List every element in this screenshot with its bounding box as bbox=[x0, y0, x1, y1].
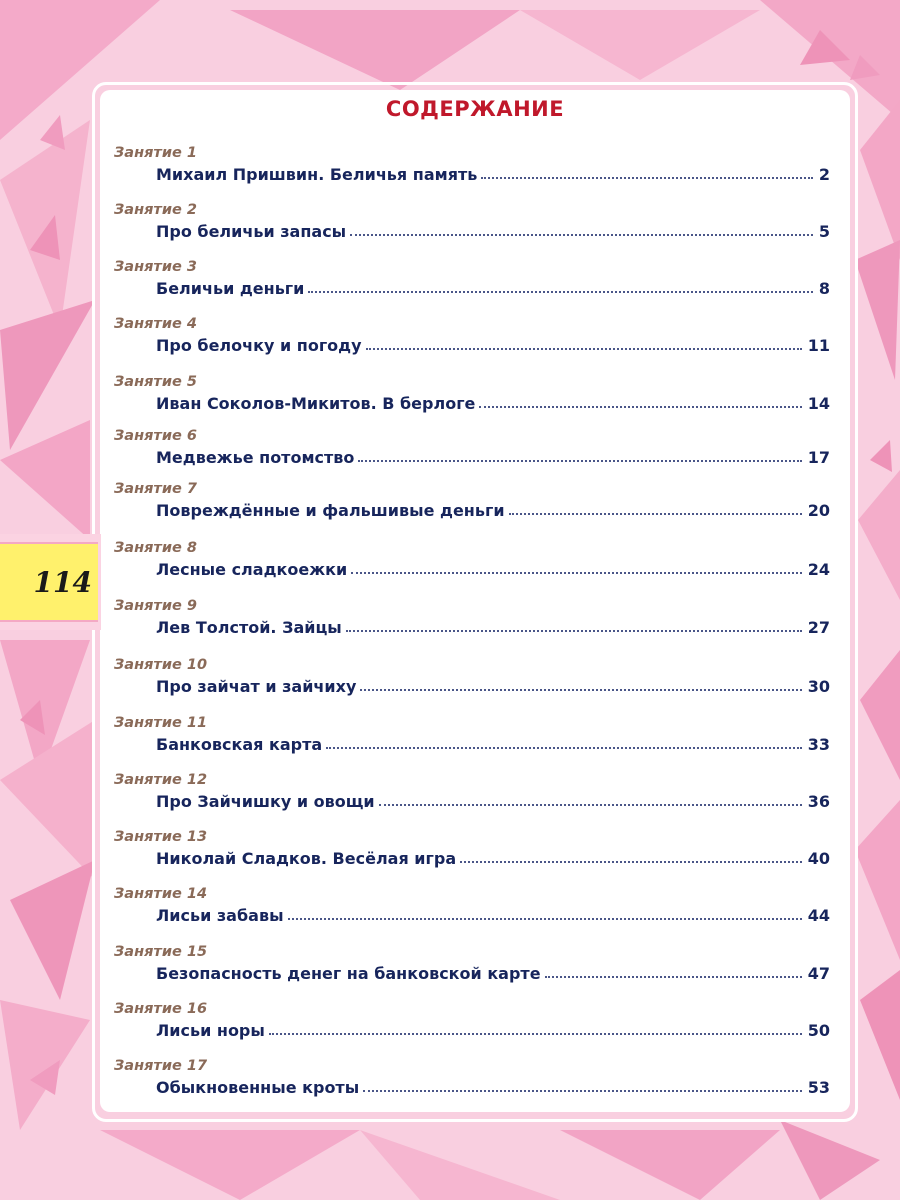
entry-title: Николай Сладков. Весёлая игра bbox=[156, 849, 457, 868]
entry-title: Про Зайчишку и овощи bbox=[156, 792, 375, 811]
lesson-label: Занятие 13 bbox=[114, 829, 208, 845]
toc-entry[interactable] bbox=[114, 943, 830, 983]
toc-entry[interactable] bbox=[114, 315, 830, 355]
dot-leader bbox=[351, 572, 802, 574]
dot-leader bbox=[481, 177, 813, 179]
lesson-label: Занятие 6 bbox=[114, 428, 197, 444]
toc-entry[interactable] bbox=[114, 885, 830, 925]
entry-page-number: 33 bbox=[807, 735, 830, 754]
entry-title: Лисьи забавы bbox=[156, 906, 284, 925]
lesson-label: Занятие 7 bbox=[114, 481, 197, 497]
entry-title: Обыкновенные кроты bbox=[156, 1078, 360, 1097]
lesson-label: Занятие 14 bbox=[114, 886, 208, 902]
dot-leader bbox=[288, 918, 802, 920]
toc-entry[interactable] bbox=[114, 771, 830, 811]
entry-page-number: 40 bbox=[807, 849, 830, 868]
lesson-label: Занятие 2 bbox=[114, 202, 197, 218]
entry-page-number: 24 bbox=[807, 560, 830, 579]
toc-entry[interactable] bbox=[114, 480, 830, 520]
entry-page-number: 30 bbox=[807, 677, 830, 696]
dot-leader bbox=[379, 804, 802, 806]
dot-leader bbox=[326, 747, 802, 749]
dot-leader bbox=[358, 460, 801, 462]
page-title: СОДЕРЖАНИЕ bbox=[385, 97, 565, 121]
entry-title: Безопасность денег на банковской карте bbox=[156, 964, 541, 983]
entry-title: Лев Толстой. Зайцы bbox=[156, 618, 342, 637]
entry-page-number: 14 bbox=[807, 394, 830, 413]
entry-page-number: 53 bbox=[807, 1078, 830, 1097]
entry-title: Лесные сладкоежки bbox=[156, 560, 348, 579]
entry-title: Про беличьи запасы bbox=[156, 222, 347, 241]
lesson-label: Занятие 9 bbox=[114, 598, 197, 614]
toc-entry[interactable] bbox=[114, 539, 830, 579]
lesson-label: Занятие 4 bbox=[114, 316, 197, 332]
dot-leader bbox=[350, 234, 813, 236]
lesson-label: Занятие 17 bbox=[114, 1058, 208, 1074]
page-number: 114 bbox=[33, 566, 92, 599]
toc-entry[interactable] bbox=[114, 1000, 830, 1040]
entry-page-number: 2 bbox=[818, 165, 830, 184]
entry-title: Иван Соколов-Микитов. В берлоге bbox=[156, 394, 476, 413]
entry-title: Повреждённые и фальшивые деньги bbox=[156, 501, 505, 520]
entry-title: Про зайчат и зайчиху bbox=[156, 677, 357, 696]
dot-leader bbox=[269, 1033, 802, 1035]
dot-leader bbox=[308, 291, 812, 293]
toc-entry[interactable] bbox=[114, 828, 830, 868]
toc-entry[interactable] bbox=[114, 258, 830, 298]
toc-entry[interactable] bbox=[114, 427, 830, 467]
dot-leader bbox=[366, 348, 802, 350]
entry-page-number: 11 bbox=[807, 336, 830, 355]
lesson-label: Занятие 15 bbox=[114, 944, 208, 960]
entry-page-number: 17 bbox=[807, 448, 830, 467]
entry-title: Медвежье потомство bbox=[156, 448, 355, 467]
dot-leader bbox=[363, 1090, 802, 1092]
entry-page-number: 50 bbox=[807, 1021, 830, 1040]
toc-entry[interactable] bbox=[114, 597, 830, 637]
entry-page-number: 5 bbox=[818, 222, 830, 241]
entry-page-number: 20 bbox=[807, 501, 830, 520]
dot-leader bbox=[545, 976, 802, 978]
entry-title: Про белочку и погоду bbox=[156, 336, 362, 355]
toc-entry[interactable] bbox=[114, 1057, 830, 1097]
entry-title: Лисьи норы bbox=[156, 1021, 265, 1040]
entry-page-number: 47 bbox=[807, 964, 830, 983]
entry-page-number: 44 bbox=[807, 906, 830, 925]
lesson-label: Занятие 8 bbox=[114, 540, 197, 556]
toc-entry[interactable] bbox=[114, 201, 830, 241]
dot-leader bbox=[346, 630, 802, 632]
entry-title: Банковская карта bbox=[156, 735, 323, 754]
entry-page-number: 27 bbox=[807, 618, 830, 637]
lesson-label: Занятие 12 bbox=[114, 772, 208, 788]
lesson-label: Занятие 1 bbox=[114, 145, 197, 161]
dot-leader bbox=[479, 406, 801, 408]
dot-leader bbox=[509, 513, 802, 515]
lesson-label: Занятие 10 bbox=[114, 657, 208, 673]
dot-leader bbox=[360, 689, 801, 691]
entry-page-number: 36 bbox=[807, 792, 830, 811]
dot-leader bbox=[460, 861, 802, 863]
lesson-label: Занятие 3 bbox=[114, 259, 197, 275]
lesson-label: Занятие 11 bbox=[114, 715, 208, 731]
entry-title: Беличьи деньги bbox=[156, 279, 305, 298]
lesson-label: Занятие 5 bbox=[114, 374, 197, 390]
toc-entry[interactable] bbox=[114, 714, 830, 754]
toc-entry[interactable] bbox=[114, 373, 830, 413]
toc-entry[interactable] bbox=[114, 144, 830, 184]
entry-title: Михаил Пришвин. Беличья память bbox=[156, 165, 478, 184]
toc-entry[interactable] bbox=[114, 656, 830, 696]
lesson-label: Занятие 16 bbox=[114, 1001, 208, 1017]
entry-page-number: 8 bbox=[818, 279, 830, 298]
